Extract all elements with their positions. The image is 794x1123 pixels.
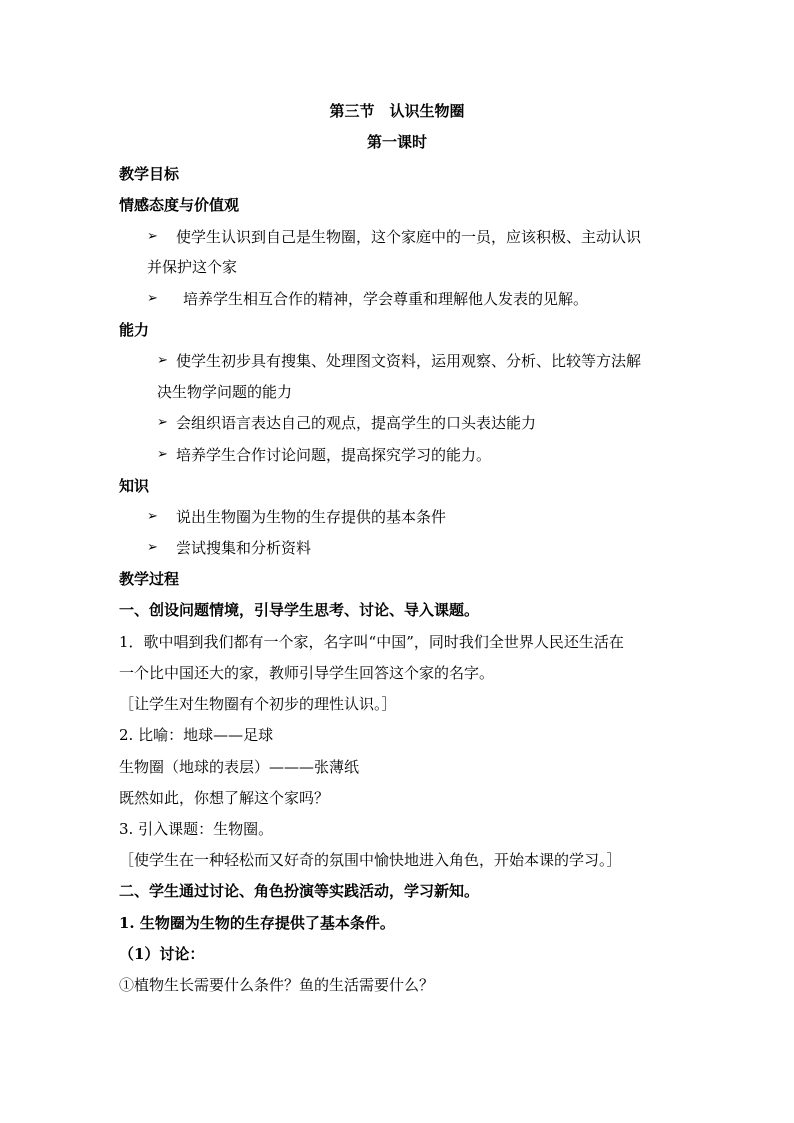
process-line-3: 一个比中国还大的家，教师引导学生回答这个家的名字。 [119,664,495,682]
bullet-icon: ➢ [147,291,158,306]
process-line-1: 一、创设问题情境，引导学生思考、讨论、导入课题。 [119,601,480,619]
process-line-9: ［使学生在一种轻松而又好奇的氛围中愉快地进入角色，开始本课的学习。］ [119,851,622,869]
bullet-icon: ➢ [147,540,158,555]
process-line-2: 1．歌中唱到我们都有一个家，名字叫“中国”，同时我们全世界人民还生活在 [119,633,624,651]
knowledge-heading: 知识 [119,477,150,495]
ability-heading: 能力 [119,321,150,339]
affective-item-1-line-2: 并保护这个家 [147,258,238,276]
affective-item-2: 培养学生相互合作的精神，学会尊重和理解他人发表的见解。 [183,290,589,308]
knowledge-item-1: 说出生物圈为生物的生存提供的基本条件 [176,508,447,526]
process-line-8: 3. 引入课题：生物圈。 [119,820,274,838]
objectives-heading: 教学目标 [119,165,180,183]
affective-item-1-line-1: 使学生认识到自己是生物圈，这个家庭中的一员，应该积极、主动认识 [176,228,642,246]
process-line-12: （1）讨论： [119,945,205,963]
knowledge-item-2: 尝试搜集和分析资料 [176,539,312,557]
process-line-4: ［让学生对生物圈有个初步的理性认识。］ [119,695,397,713]
affective-heading: 情感态度与价值观 [119,196,240,214]
process-line-6: 生物圈（地球的表层）———张薄纸 [119,758,360,776]
bullet-icon: ➢ [157,447,168,462]
bullet-icon: ➢ [147,509,158,524]
doc-subtitle: 第一课时 [366,133,427,151]
ability-item-2: 会组织语言表达自己的观点，提高学生的口头表达能力 [176,414,537,432]
ability-item-3: 培养学生合作讨论问题，提高探究学习的能力。 [176,446,492,464]
doc-title: 第三节 认识生物圈 [329,102,465,120]
process-line-11: 1. 生物圈为生物的生存提供了基本条件。 [119,914,395,932]
process-heading: 教学过程 [119,570,180,588]
process-line-13: ①植物生长需要什么条件？鱼的生活需要什么？ [119,976,435,994]
bullet-icon: ➢ [157,415,168,430]
ability-item-1-line-2: 决生物学问题的能力 [157,383,293,401]
process-line-10: 二、学生通过讨论、角色扮演等实践活动，学习新知。 [119,882,480,900]
bullet-icon: ➢ [147,229,158,244]
process-line-5: 2. 比喻：地球——足球 [119,726,274,744]
ability-item-1-line-1: 使学生初步具有搜集、处理图文资料，运用观察、分析、比较等方法解 [176,352,642,370]
process-line-7: 既然如此，你想了解这个家吗？ [119,789,330,807]
bullet-icon: ➢ [157,353,168,368]
